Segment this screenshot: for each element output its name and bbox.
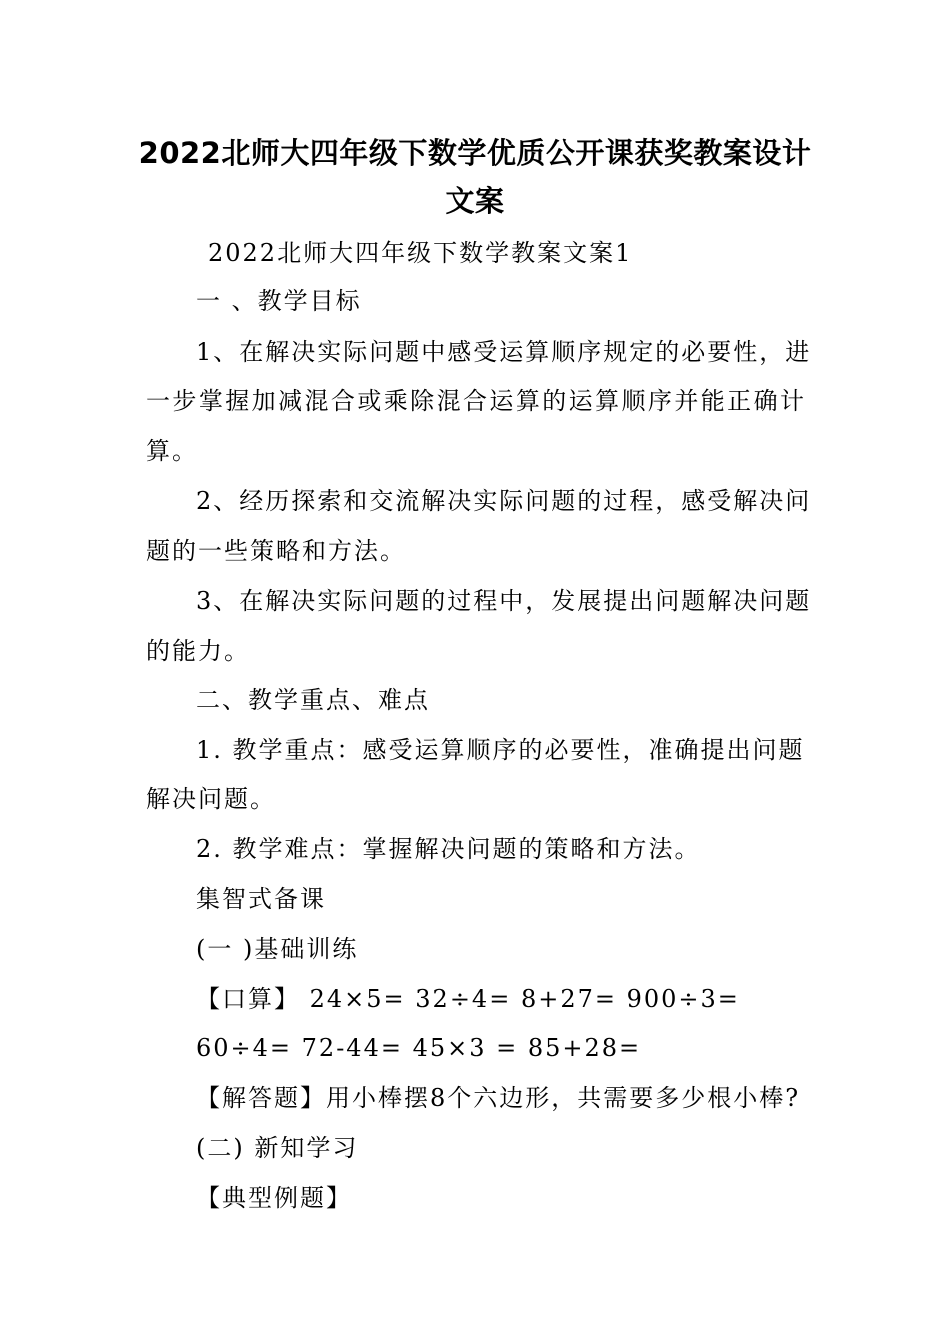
document-title-line-1: 2022北师大四年级下数学优质公开课获奖教案设计 [138,136,812,170]
goal-1-line-2: 一步掌握加减混合或乘除混合运算的运算顺序并能正确计 [146,387,806,415]
key-point-1-line-1: 1. 教学重点：感受运算顺序的必要性，准确提出问题 [196,736,805,764]
goal-3-line-1: 3、在解决实际问题的过程中，发展提出问题解决问题 [196,587,812,615]
heading-new-learning: (二) 新知学习 [196,1134,359,1162]
word-problem: 【解答题】用小棒摆8个六边形，共需要多少根小棒? [196,1084,801,1112]
goal-1-line-3: 算。 [146,437,198,465]
goal-2-line-1: 2、经历探索和交流解决实际问题的过程，感受解决问 [196,487,812,515]
goal-1-line-1: 1、在解决实际问题中感受运算顺序规定的必要性，进 [196,338,812,366]
heading-collective-prep: 集智式备课 [196,885,326,913]
mental-math-line-1: 【口算】 24×5= 32÷4= 8+27= 900÷3= [196,985,740,1013]
heading-teaching-goals: 一 、教学目标 [196,287,362,315]
document-title-line-2: 文案 [445,184,505,218]
heading-typical-examples: 【典型例题】 [196,1184,352,1212]
goal-3-line-2: 的能力。 [146,637,250,665]
mental-math-line-2: 60÷4= 72-44= 45×3 = 85+28= [196,1034,642,1062]
key-point-1-line-2: 解决问题。 [146,785,276,813]
goal-2-line-2: 题的一些策略和方法。 [146,537,406,565]
section-subtitle: 2022北师大四年级下数学教案文案1 [208,239,633,267]
key-point-2: 2. 教学难点：掌握解决问题的策略和方法。 [196,835,701,863]
heading-key-points: 二、教学重点、难点 [196,686,430,714]
heading-basic-training: (一 )基础训练 [196,935,359,963]
